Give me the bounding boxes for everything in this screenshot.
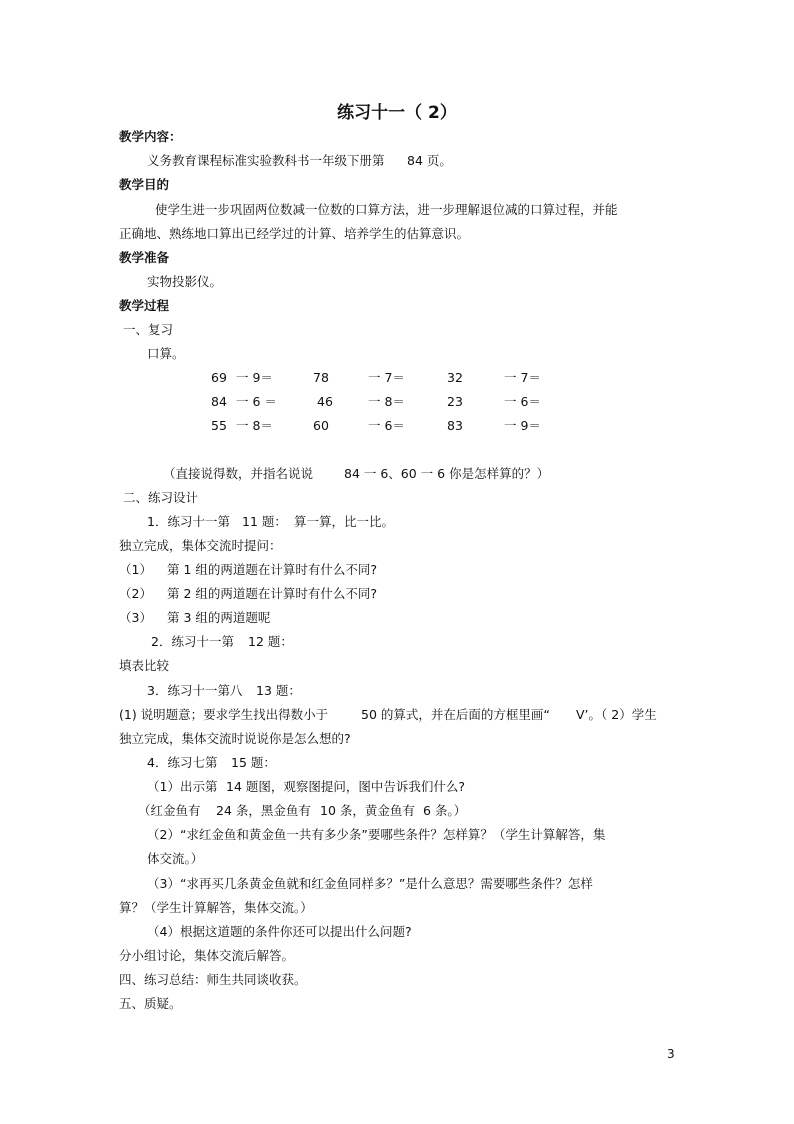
calc-cell: 一 6＝ xyxy=(368,418,405,433)
heading-prep: 教学准备 xyxy=(119,250,170,265)
question-text: 第 2 组的两道题在计算时有什么不同? xyxy=(167,586,378,601)
question-number: （2） xyxy=(119,586,152,601)
practice-4-step-1b: 14 题图，观察图提问，图中告诉我们什么? xyxy=(226,779,466,794)
practice-2-label: 2．练习十一第 xyxy=(151,634,234,649)
calc-cell: 一 8＝ xyxy=(236,418,273,433)
review-note-b: 84 一 6、60 一 6 你是怎样算的？） xyxy=(344,466,550,481)
prep-text: 实物投影仪。 xyxy=(147,274,223,289)
heading-process: 教学过程 xyxy=(119,298,170,313)
practice-1-number: 11 题： xyxy=(242,514,287,529)
review-note-a: （直接说得数，并指名说说 xyxy=(163,466,314,481)
heading-content: 教学内容： xyxy=(119,129,182,144)
calc-cell: 一 6＝ xyxy=(504,394,541,409)
practice-4-step-3: （3）“求再买几条黄金鱼就和红金鱼同样多？”是什么意思？需要哪些条件？怎样 xyxy=(147,876,593,891)
practice-4-step-3b: 算？（学生计算解答，集体交流。） xyxy=(119,900,313,915)
calc-cell: 一 8＝ xyxy=(368,394,405,409)
practice-4-step-1: （1）出示第 xyxy=(147,779,218,794)
practice-1-task: 算一算，比一比。 xyxy=(294,514,395,529)
calc-cell: 23 xyxy=(447,394,463,409)
practice-3-text-d: 独立完成，集体交流时说说你是怎么想的? xyxy=(119,731,351,746)
practice-3-text-c: V’。（ 2）学生 xyxy=(576,707,657,722)
practice-2-task: 填表比较 xyxy=(119,658,170,673)
practice-3-text-b: 50 的算式，并在后面的方框里画“ xyxy=(361,707,550,722)
page-title: 练习十一（ 2） xyxy=(337,103,457,123)
practice-1-instruction: 独立完成，集体交流时提问： xyxy=(119,538,282,553)
calc-cell: 一 7＝ xyxy=(504,370,541,385)
page-number: 3 xyxy=(667,1047,675,1061)
calc-cell: 32 xyxy=(447,370,463,385)
calc-cell: 84 xyxy=(211,394,227,409)
oral-calc-label: 口算。 xyxy=(147,346,185,361)
question-number: （3） xyxy=(119,610,152,625)
section-review: 一、复习 xyxy=(123,322,174,337)
section-questions: 五、质疑。 xyxy=(119,996,182,1011)
fish-count: 24 条，黑金鱼有 xyxy=(216,803,311,818)
practice-4-label: 4．练习七第 xyxy=(147,755,218,770)
fish-count: 6 条。） xyxy=(423,803,467,818)
practice-4-step-2b: 体交流。） xyxy=(147,851,204,866)
calc-cell: 78 xyxy=(313,370,329,385)
question-text: 第 1 组的两道题在计算时有什么不同? xyxy=(167,562,378,577)
fish-count: （红金鱼有 xyxy=(138,803,201,818)
section-practice: 二、练习设计 xyxy=(123,490,199,505)
practice-1-label: 1．练习十一第 xyxy=(147,514,230,529)
content-text-b: 84 页。 xyxy=(407,153,452,168)
section-summary: 四、练习总结：师生共同谈收获。 xyxy=(119,972,307,987)
question-number: （1） xyxy=(119,562,152,577)
question-text: 第 3 组的两道题呢 xyxy=(167,610,271,625)
fish-count: 10 条，黄金鱼有 xyxy=(320,803,415,818)
calc-cell: 一 9＝ xyxy=(236,370,273,385)
heading-goal: 教学目的 xyxy=(119,177,170,192)
goal-line-2: 正确地、熟练地口算出已经学过的计算、培养学生的估算意识。 xyxy=(119,226,470,241)
calc-cell: 69 xyxy=(211,370,227,385)
practice-3-number: 13 题： xyxy=(256,683,301,698)
practice-4-step-5: 分小组讨论，集体交流后解答。 xyxy=(119,948,295,963)
calc-cell: 一 7＝ xyxy=(368,370,405,385)
practice-3-text-a: (1) 说明题意；要求学生找出得数小于 xyxy=(119,707,329,722)
practice-4-step-4: （4）根据这道题的条件你还可以提出什么问题? xyxy=(147,924,412,939)
calc-cell: 83 xyxy=(447,418,463,433)
practice-2-number: 12 题： xyxy=(248,634,293,649)
calc-cell: 46 xyxy=(317,394,333,409)
calc-cell: 一 9＝ xyxy=(504,418,541,433)
calc-cell: 一 6 ＝ xyxy=(236,394,277,409)
practice-4-number: 15 题： xyxy=(231,755,276,770)
calc-cell: 60 xyxy=(313,418,329,433)
content-text-a: 义务教育课程标准实验教科书一年级下册第 xyxy=(147,153,385,168)
practice-4-step-2: （2）“求红金鱼和黄金鱼一共有多少条”要哪些条件？怎样算？（学生计算解答，集 xyxy=(147,827,606,842)
calc-cell: 55 xyxy=(211,418,227,433)
practice-3-label: 3．练习十一第八 xyxy=(147,683,243,698)
goal-line-1: 使学生进一步巩固两位数减一位数的口算方法，进一步理解退位减的口算过程，并能 xyxy=(155,202,618,217)
